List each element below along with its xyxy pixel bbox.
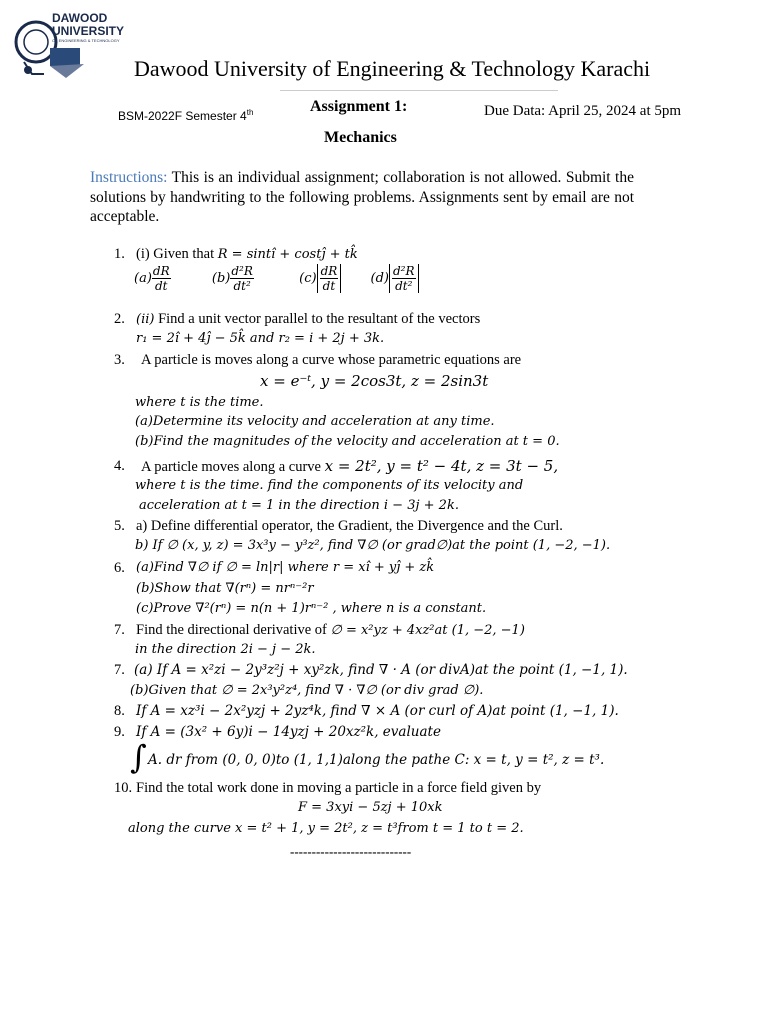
q1-b-label: (b) — [211, 270, 231, 286]
q7-equation: ∅ = x²yz + 4xz²at (1, −2, −1) — [330, 623, 525, 638]
q1-c-frac — [320, 264, 339, 293]
q1-number: 1. — [114, 246, 125, 262]
q1-c-label: (c) — [299, 270, 317, 286]
q1-d-frac — [392, 264, 416, 293]
semester-text: BSM-2022F Semester 4 — [118, 109, 247, 123]
q9-line2: A. dr from (0, 0, 0)to (1, 1,1)along the pathe C: x = t, y = t², z = t³. — [148, 752, 605, 768]
q9-integral-sign: ∫ — [130, 738, 147, 776]
instructions-text: This is an individual assignment; collaboration is not allowed. Submit the solutions by handwriting to the following problems. Assignments sent by email are not acceptable. — [90, 169, 634, 225]
q10-equation: F = 3xyi − 5zj + 10xk — [298, 800, 443, 815]
q5-line1: b) If ∅ (x, y, z) = 3x³y − y³z², find ∇∅ (or grad∅)at the point (1, −2, −1). — [135, 538, 611, 553]
logo-text — [52, 12, 124, 38]
q7-text: Find the directional derivative of — [136, 622, 331, 638]
logo-line1: DAWOOD — [52, 11, 108, 25]
university-name: Dawood University of Engineering & Technology Karachi — [134, 56, 651, 81]
q5-number: 5. — [114, 518, 125, 534]
header-divider — [280, 90, 558, 91]
q1-c-abs — [317, 264, 342, 293]
semester-label — [118, 108, 253, 123]
q4-equation: x = 2t², y = t² − 4t, z = 3t − 5, — [324, 457, 559, 475]
end-separator: ---------------------------- — [290, 844, 412, 859]
q1-equation: R = sintî + costĵ + tk̂ — [217, 247, 358, 262]
q2-number: 2. — [114, 311, 125, 327]
q1-d-num: d²R — [393, 264, 415, 278]
q7-stem — [136, 622, 525, 639]
q3-equation: x = e⁻ᵗ, y = 2cos3t, z = 2sin3t — [260, 372, 489, 390]
q2-stem — [136, 311, 480, 328]
q1-a-frac — [152, 264, 171, 293]
q4-line1: where t is the time. find the components of its velocity and — [135, 478, 524, 493]
semester-sup: th — [246, 108, 254, 117]
logo-subtext: OF ENGINEERING & TECHNOLOGY — [52, 38, 120, 43]
q1-d-label: (d) — [370, 270, 389, 286]
q4-number: 4. — [114, 458, 125, 474]
q9-line1: If A = (3x² + 6y)i − 14yzj + 20xz²k, evaluate — [136, 724, 441, 740]
q4-text: A particle moves along a curve — [141, 459, 325, 475]
q8-line1: If A = xz³i − 2x²yzj + 2yz⁴k, find ∇ × A (or curl of A)at point (1, −1, 1). — [136, 703, 619, 719]
q10-text: Find the total work done in moving a particle in a force field given by — [136, 780, 542, 796]
q6-line2: (b)Show that ∇(rⁿ) = nrⁿ⁻²r — [136, 581, 314, 596]
q10-line1: along the curve x = t² + 1, y = 2t², z = t³from t = 1 to t = 2. — [128, 821, 524, 836]
instructions-label: Instructions: — [90, 169, 168, 186]
q3-text: A particle is moves along a curve whose parametric equations are — [141, 352, 522, 368]
due-date: Due Data: April 25, 2024 at 5pm — [484, 103, 682, 119]
subject-title: Mechanics — [324, 129, 397, 146]
q1-a-den: dt — [155, 279, 168, 293]
q2-label: (ii) — [136, 312, 155, 327]
q1-d-abs — [389, 264, 419, 293]
instructions — [90, 168, 634, 227]
logo-line2: UNIVERSITY — [52, 24, 125, 38]
q6-number: 6. — [114, 560, 125, 576]
q4-line2: acceleration at t = 1 in the direction i − 3j + 2k. — [139, 498, 459, 513]
q8-number: 8. — [114, 703, 125, 719]
q7b-line1: (a) If A = x²zi − 2y³z²j + xy²zk, find ∇ · A (or divA)at the point (1, −1, 1). — [134, 662, 628, 678]
q1-stem — [136, 246, 358, 263]
q1-c-den: dt — [322, 279, 336, 293]
assignment-title: Assignment 1: — [310, 98, 408, 115]
q7b-number: 7. — [114, 662, 125, 678]
q7b-line2: (b)Given that ∅ = 2x³y²z⁴, find ∇ · ∇∅ (or div grad ∅). — [130, 683, 484, 698]
q1-a-num: dR — [152, 264, 170, 278]
q7-number: 7. — [114, 622, 125, 638]
q10-number: 10. — [114, 780, 133, 796]
q1-a-label: (a) — [134, 270, 152, 286]
q3-line1: where t is the time. — [135, 395, 264, 410]
q6-line1: (a)Find ∇∅ if ∅ = ln|r| where r = xî + yĵ + zk̂ — [136, 560, 435, 575]
q3-line3: (b)Find the magnitudes of the velocity and acceleration at t = 0. — [135, 434, 560, 449]
q1-b-frac — [230, 264, 254, 293]
q1-d-den: dt² — [395, 279, 413, 293]
q5-text: a) Define differential operator, the Gradient, the Divergence and the Curl. — [136, 518, 563, 534]
q7-line1: in the direction 2i − j − 2k. — [135, 642, 316, 657]
q1-c-num: dR — [320, 264, 338, 278]
q3-number: 3. — [114, 352, 125, 368]
q4-stem — [141, 457, 558, 476]
q3-line2: (a)Determine its velocity and acceleration at any time. — [135, 414, 495, 429]
q1-parts — [134, 264, 419, 293]
q6-line3: (c)Prove ∇²(rⁿ) = n(n + 1)rⁿ⁻² , where n is a constant. — [136, 601, 487, 616]
q1-b-den: dt² — [233, 279, 251, 293]
q2-equation: r₁ = 2î + 4ĵ − 5k̂ and r₂ = i + 2j + 3k. — [136, 331, 385, 346]
q9-number: 9. — [114, 724, 125, 740]
q2-text: Find a unit vector parallel to the resultant of the vectors — [154, 311, 481, 327]
q1-b-num: d²R — [231, 264, 253, 278]
q1-stem-text: (i) Given that — [136, 246, 218, 262]
